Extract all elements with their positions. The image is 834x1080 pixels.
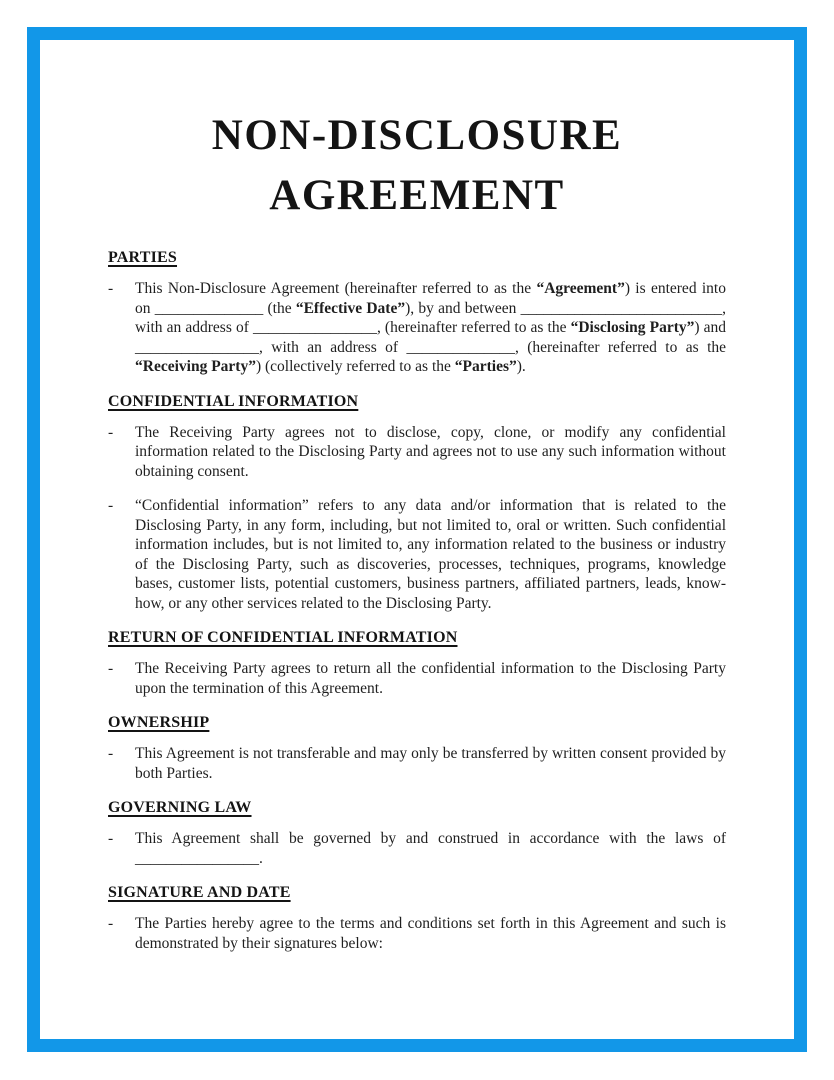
bullet-item <box>108 423 726 482</box>
section-signature-and-date <box>108 883 726 953</box>
bullet-marker: - <box>108 280 114 297</box>
section-heading-return-of-confidential-information: RETURN OF CONFIDENTIAL INFORMATION <box>108 629 458 646</box>
section-heading-parties: PARTIES <box>108 249 178 266</box>
section-heading-governing-law: GOVERNING LAW <box>108 799 252 816</box>
bullet-item <box>108 744 726 783</box>
bullet-item <box>108 496 726 613</box>
title-line-1: NON-DISCLOSURE <box>211 112 623 159</box>
bullet-marker: - <box>108 915 114 932</box>
bullet-item <box>108 279 726 377</box>
bullet-paragraph: The Parties hereby agree to the terms and conditions set forth in this Agreement and such is demonstrated by their signatures below: <box>135 915 726 952</box>
bullet-paragraph: The Receiving Party agrees not to disclose, copy, clone, or modify any confidential information related to the Disclosing Party and agrees not to use any such information without obtaining consent. <box>135 423 726 480</box>
section-governing-law <box>108 798 726 868</box>
section-return-of-confidential-information <box>108 628 726 698</box>
bullet-marker: - <box>108 423 114 441</box>
bullet-marker: - <box>108 660 114 677</box>
section-heading-confidential-information: CONFIDENTIAL INFORMATION <box>108 392 359 410</box>
bullet-marker: - <box>108 830 114 847</box>
bullet-paragraph: This Agreement is not transferable and may only be transferred by written consent provided by both Parties. <box>135 745 726 782</box>
section-ownership <box>108 713 726 783</box>
bullet-paragraph: This Non-Disclosure Agreement (hereinafter referred to as the “Agreement”) is entered into on ______________ (the “Effective Date”), by and between __________________________, with an address of ________________, (hereinafter referred to as the “Disclosing Party”) and ________________, with an address of ______________, (hereinafter referred to as the “Receiving Party”) (collectively referred to as the “Parties”). <box>135 280 727 375</box>
bullet-paragraph: This Agreement shall be governed by and construed in accordance with the laws of ________________. <box>135 830 726 867</box>
bullet-item <box>108 659 726 698</box>
section-heading-signature-and-date: SIGNATURE AND DATE <box>108 884 291 901</box>
section-parties <box>108 248 726 377</box>
bullet-marker: - <box>108 745 114 762</box>
document-title <box>108 106 726 226</box>
bullet-item <box>108 914 726 953</box>
document-page <box>40 40 794 1039</box>
bullet-paragraph: The Receiving Party agrees to return all the confidential information to the Disclosing Party upon the termination of this Agreement. <box>135 660 726 697</box>
bullet-item <box>108 829 726 868</box>
section-confidential-information <box>108 392 726 614</box>
bullet-paragraph: “Confidential information” refers to any data and/or information that is related to the Disclosing Party, in any form, including, but not limited to, oral or written. Such confidential information includes, but is not limited to, any information related to the business or industry of the Disclosing Party, such as discoveries, processes, techniques, programs, knowledge bases, customer lists, potential customers, business partners, affiliated partners, leads, know-how, or any other services related to the Disclosing Party. <box>135 497 726 612</box>
title-line-2: AGREEMENT <box>269 172 565 219</box>
page-frame <box>27 27 807 1052</box>
section-heading-ownership: OWNERSHIP <box>108 714 210 731</box>
bullet-marker: - <box>108 497 114 514</box>
